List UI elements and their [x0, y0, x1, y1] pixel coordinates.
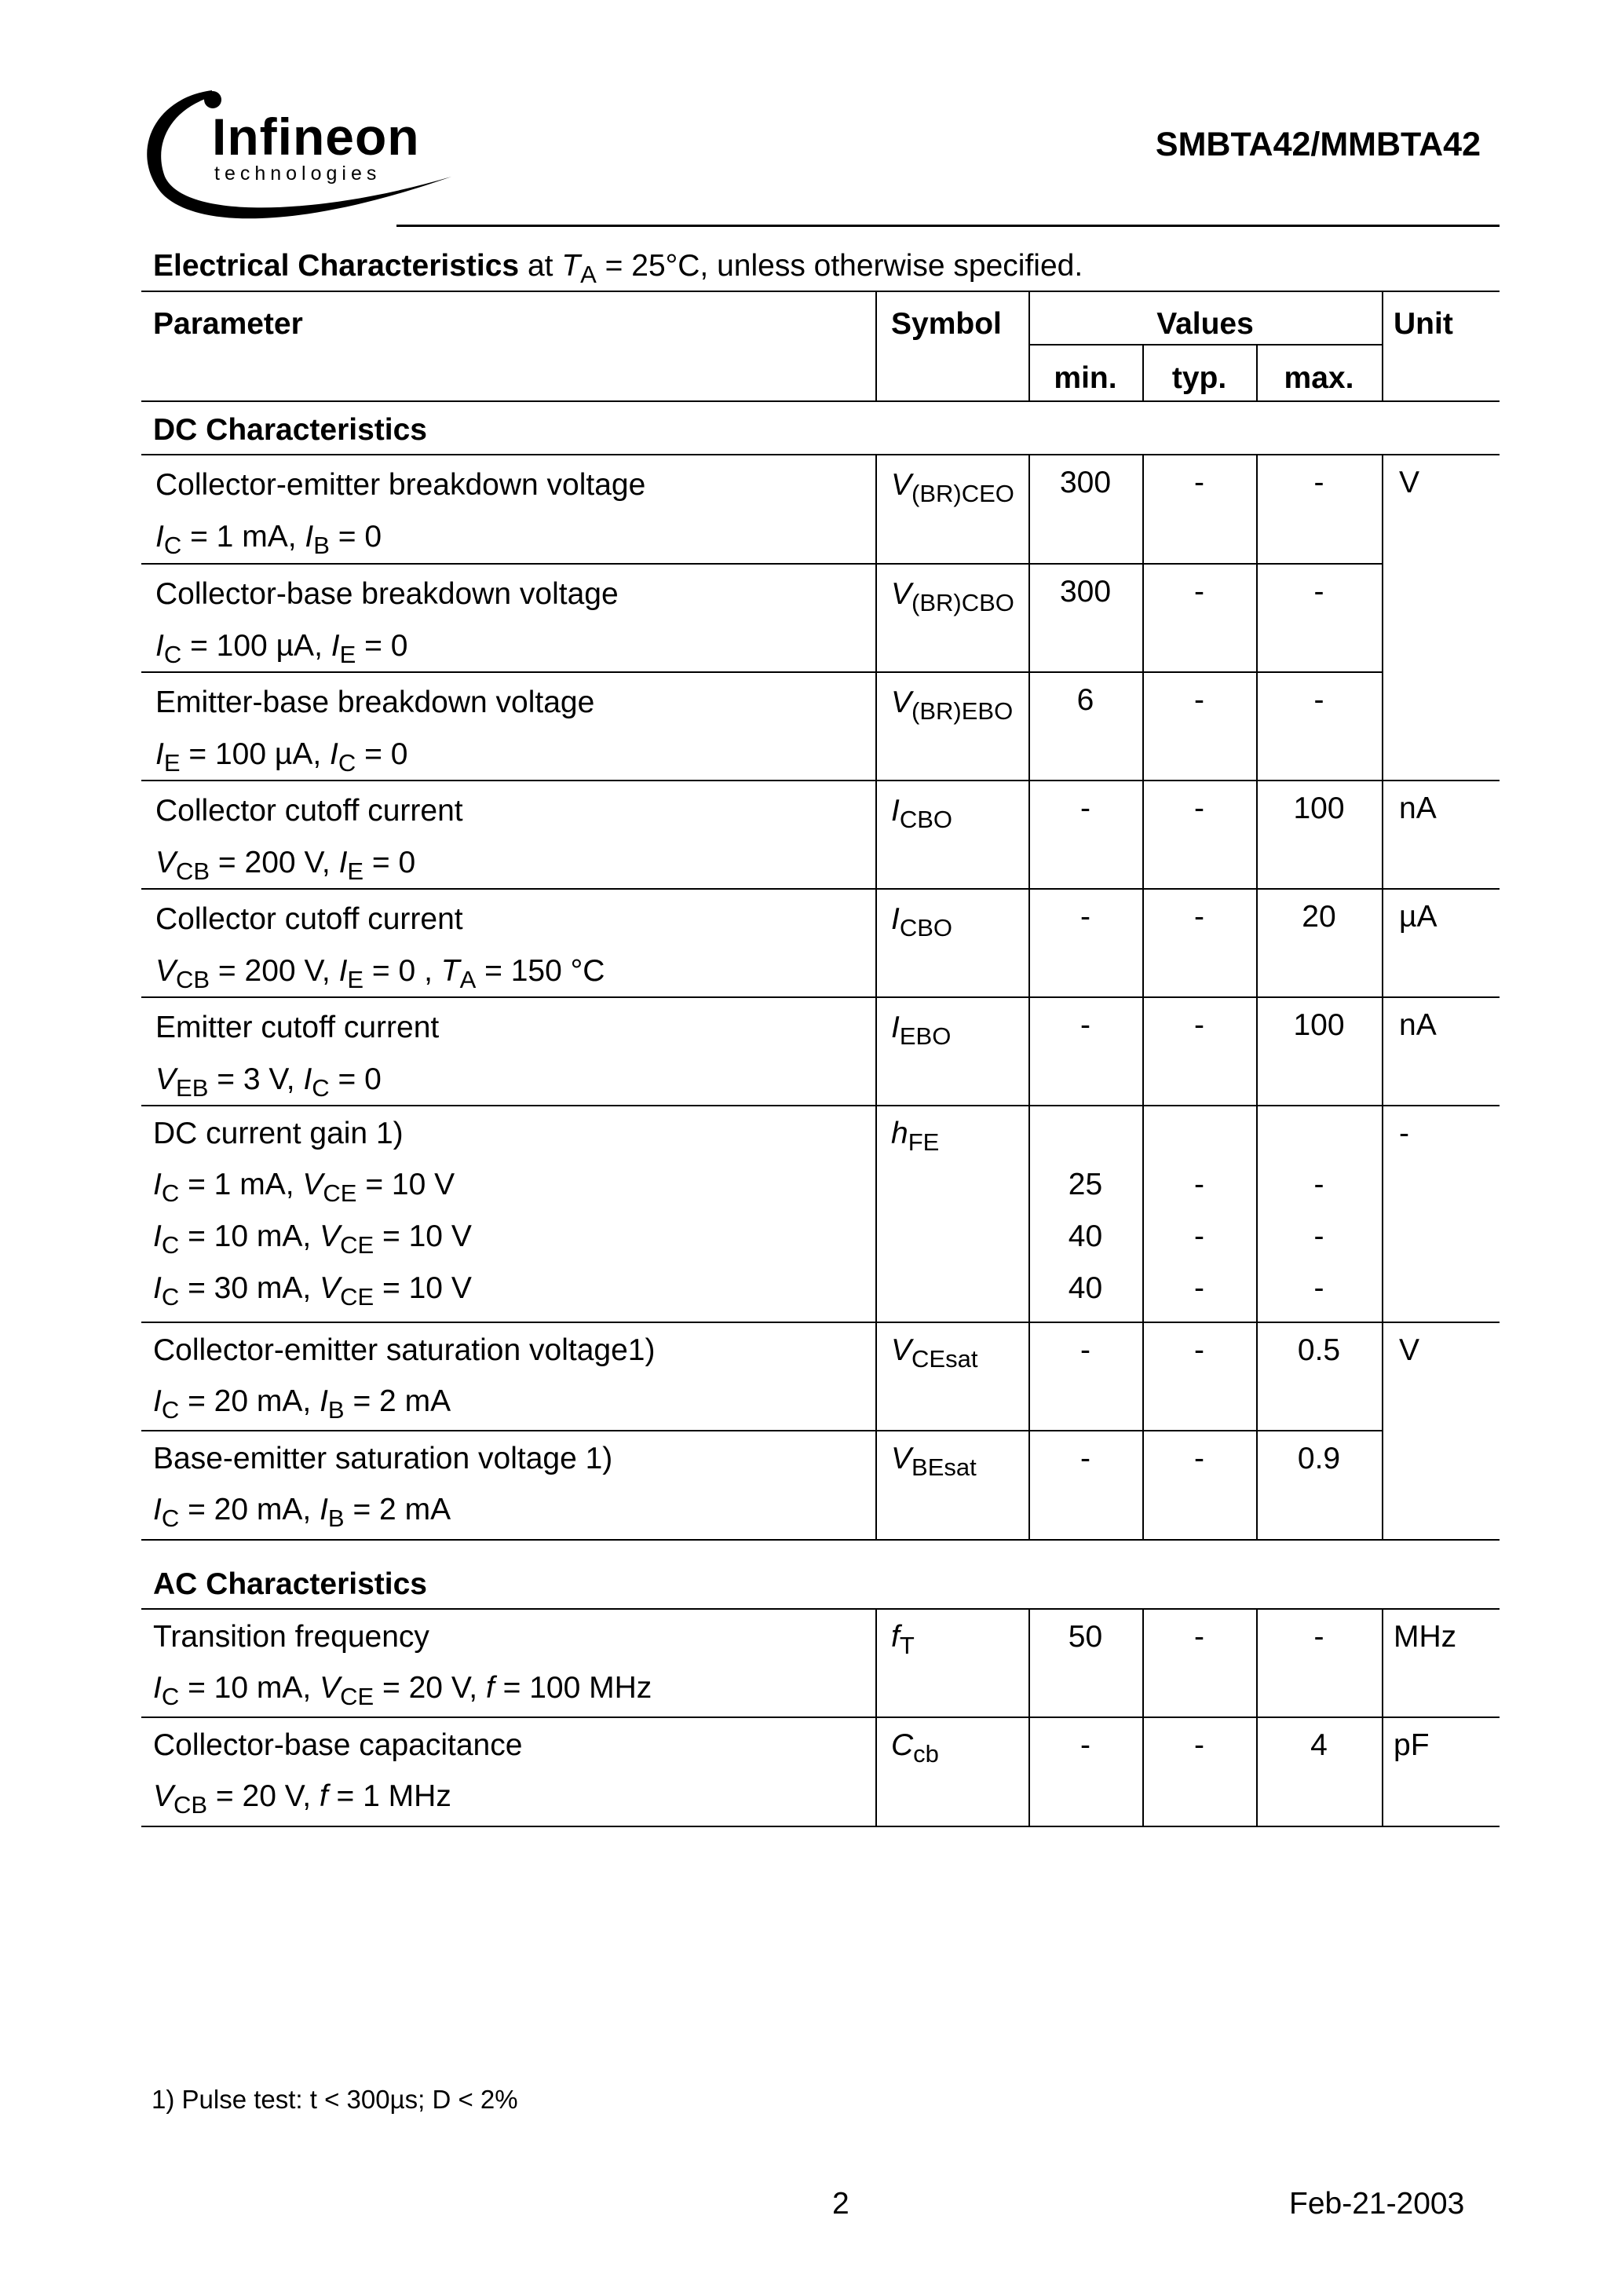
- typ-value: -: [1194, 1620, 1204, 1654]
- typ-value: -: [1194, 1442, 1204, 1475]
- column-divider: [1028, 291, 1030, 400]
- row-divider: [141, 1539, 1500, 1541]
- row-divider: [141, 996, 1500, 998]
- hfe-min: 40: [1068, 1271, 1103, 1305]
- cond-text: = 100 µA,: [180, 737, 331, 771]
- footnote: 1) Pulse test: t < 300µs; D < 2%: [152, 2085, 518, 2114]
- cond-text: = 0: [329, 1062, 382, 1096]
- column-divider: [1142, 454, 1144, 563]
- symbol-sub: FE: [908, 1128, 940, 1156]
- column-divider: [875, 1105, 877, 1322]
- min-value: -: [1080, 1008, 1090, 1042]
- column-divider: [1382, 671, 1383, 780]
- cond-sub: C: [161, 1283, 180, 1311]
- param-label: Emitter-base breakdown voltage: [155, 686, 595, 719]
- column-divider: [1028, 1322, 1030, 1430]
- max-value: 100: [1293, 792, 1345, 825]
- cond-sub: CB: [174, 1791, 208, 1819]
- param-label: Base-emitter saturation voltage 1): [153, 1442, 613, 1475]
- column-divider: [1142, 1608, 1144, 1717]
- cond-var: I: [153, 1671, 162, 1705]
- unit-cell: MHz: [1394, 1620, 1457, 1654]
- hfe-symbol: [891, 1117, 940, 1156]
- typ-value: -: [1194, 1333, 1204, 1367]
- cond-var: V: [302, 1168, 323, 1201]
- logo-wordmark: Infineon: [212, 108, 420, 166]
- symbol-var: C: [891, 1728, 914, 1762]
- cond-sub: E: [347, 966, 364, 993]
- row-divider: [141, 563, 1382, 565]
- hfe-param-label: DC current gain 1): [153, 1117, 404, 1150]
- cond-var: I: [155, 737, 164, 771]
- param-label: Collector-base breakdown voltage: [155, 577, 619, 611]
- header-symbol: Symbol: [891, 307, 1002, 341]
- column-divider: [1028, 996, 1030, 1105]
- row-divider: [141, 1105, 1500, 1106]
- caption-bold: Electrical Characteristics: [153, 249, 520, 283]
- param-conditions: [153, 1384, 451, 1424]
- cond-text: = 0: [363, 846, 416, 879]
- column-divider: [875, 1717, 877, 1826]
- typ-value: -: [1194, 792, 1204, 825]
- cond-sub: B: [327, 1504, 345, 1532]
- cond-var: I: [153, 1384, 162, 1418]
- cond-sub: C: [161, 1179, 180, 1207]
- column-divider: [1256, 1717, 1258, 1826]
- min-value: 50: [1068, 1620, 1103, 1654]
- column-divider: [1382, 291, 1383, 400]
- column-divider: [1382, 780, 1383, 888]
- param-label: Collector cutoff current: [155, 794, 463, 828]
- symbol-cell: [891, 1333, 978, 1373]
- cond-text: = 0: [329, 520, 382, 554]
- cond-var: I: [338, 846, 348, 879]
- hfe-conditions: [153, 1168, 455, 1207]
- hfe-unit: -: [1399, 1117, 1409, 1150]
- cond-sub: E: [339, 641, 356, 668]
- symbol-sub: (BR)CBO: [911, 589, 1014, 616]
- param-conditions: [155, 954, 605, 993]
- header-parameter: Parameter: [153, 307, 303, 341]
- cond-var: I: [320, 1493, 328, 1526]
- symbol-var: h: [891, 1117, 908, 1150]
- cond-var: I: [305, 520, 314, 554]
- column-divider: [1028, 780, 1030, 888]
- unit-cell: V: [1399, 1333, 1420, 1367]
- cond-var: I: [338, 954, 348, 988]
- column-divider: [875, 291, 877, 400]
- cond-var: I: [153, 1168, 162, 1201]
- symbol-var: V: [891, 1333, 912, 1367]
- column-divider: [1256, 563, 1258, 671]
- header-max: max.: [1284, 361, 1354, 395]
- unit-cell: pF: [1394, 1728, 1430, 1762]
- cond-sub: C: [161, 1396, 180, 1424]
- column-divider: [1256, 344, 1258, 400]
- symbol-cell: [891, 902, 953, 941]
- column-divider: [1142, 344, 1144, 400]
- column-divider: [1382, 454, 1383, 563]
- column-divider: [1028, 1608, 1030, 1717]
- symbol-cell: [891, 686, 1014, 725]
- symbol-cell: [891, 468, 1014, 507]
- cond-sub: CB: [176, 857, 210, 885]
- cond-sub: C: [161, 1504, 180, 1532]
- row-divider: [141, 1717, 1500, 1718]
- cond-var: V: [155, 846, 177, 879]
- param-label: Collector-emitter breakdown voltage: [155, 468, 646, 502]
- column-divider: [1256, 454, 1258, 563]
- column-divider: [1142, 671, 1144, 780]
- param-conditions: [155, 520, 382, 559]
- symbol-sub: CEsat: [911, 1345, 978, 1373]
- column-divider: [1142, 1430, 1144, 1539]
- cond-sub: A: [459, 966, 477, 993]
- cond-text: = 0: [356, 629, 408, 663]
- cond-var: I: [153, 1271, 162, 1305]
- param-label: Collector-base capacitance: [153, 1728, 523, 1762]
- column-divider: [1382, 1717, 1383, 1826]
- column-divider: [1256, 671, 1258, 780]
- row-divider: [141, 780, 1500, 781]
- cond-sub: C: [312, 1074, 330, 1102]
- min-value: -: [1080, 1442, 1090, 1475]
- row-divider: [141, 1430, 1382, 1431]
- cond-text: = 10 V: [374, 1271, 472, 1305]
- symbol-var: V: [891, 577, 912, 611]
- max-value: 4: [1310, 1728, 1328, 1762]
- param-conditions: [153, 1671, 652, 1710]
- cond-text: = 20 mA,: [179, 1384, 320, 1418]
- cond-var: V: [320, 1219, 341, 1253]
- header-min: min.: [1054, 361, 1117, 395]
- cond-text: = 30 mA,: [179, 1271, 320, 1305]
- column-divider: [1382, 1608, 1383, 1717]
- logo-tagline: technologies: [214, 163, 382, 185]
- column-divider: [1028, 888, 1030, 996]
- column-divider: [875, 888, 877, 996]
- caption-ta-sub: A: [580, 261, 597, 288]
- cond-var: f: [485, 1671, 495, 1705]
- cond-sub: C: [338, 749, 356, 777]
- column-divider: [1382, 888, 1383, 996]
- min-value: -: [1080, 1728, 1090, 1762]
- unit-cell: V: [1399, 466, 1420, 499]
- column-divider: [1256, 888, 1258, 996]
- table-bottom-rule: [141, 1826, 1500, 1827]
- column-divider: [1142, 1322, 1144, 1430]
- symbol-cell: [891, 1728, 939, 1768]
- min-value: -: [1080, 792, 1090, 825]
- cond-text: = 1 mA,: [181, 520, 305, 554]
- header-bottom-rule: [141, 400, 1500, 402]
- caption-rest: = 25°C, unless otherwise specified.: [596, 249, 1083, 283]
- column-divider: [1142, 1105, 1144, 1322]
- typ-value: -: [1194, 683, 1204, 717]
- hfe-conditions: [153, 1271, 472, 1311]
- cond-var: I: [155, 520, 164, 554]
- column-divider: [1142, 888, 1144, 996]
- cond-sub: B: [327, 1396, 345, 1424]
- param-label: Collector cutoff current: [155, 902, 463, 936]
- hfe-max: -: [1313, 1168, 1324, 1201]
- document-title: SMBTA42/MMBTA42: [1155, 126, 1481, 163]
- table-caption: [153, 249, 1083, 288]
- hfe-conditions: [153, 1219, 472, 1259]
- symbol-sub: CBO: [899, 806, 953, 833]
- column-divider: [1382, 1430, 1383, 1539]
- symbol-cell: [891, 1620, 915, 1659]
- cond-sub: CE: [340, 1683, 374, 1710]
- header-rule: [396, 225, 1500, 227]
- typ-value: -: [1194, 1728, 1204, 1762]
- column-divider: [1028, 1105, 1030, 1322]
- column-divider: [1382, 1322, 1383, 1430]
- symbol-sub: T: [899, 1632, 915, 1659]
- column-divider: [1256, 996, 1258, 1105]
- cond-sub: CE: [323, 1179, 357, 1207]
- column-divider: [1142, 996, 1144, 1105]
- dc-section-rule: [141, 454, 1500, 455]
- column-divider: [1256, 780, 1258, 888]
- hfe-min: 40: [1068, 1219, 1103, 1253]
- column-divider: [1382, 563, 1383, 671]
- max-value: -: [1313, 466, 1324, 499]
- cond-text: = 200 V,: [210, 846, 339, 879]
- max-value: 20: [1302, 900, 1336, 934]
- cond-var: I: [330, 737, 338, 771]
- symbol-var: V: [891, 686, 912, 719]
- cond-text: = 10 V: [374, 1219, 472, 1253]
- column-divider: [1028, 1717, 1030, 1826]
- typ-value: -: [1194, 1008, 1204, 1042]
- column-divider: [875, 671, 877, 780]
- row-divider: [141, 1322, 1500, 1323]
- table-top-rule: [141, 291, 1500, 292]
- cond-sub: EB: [176, 1074, 209, 1102]
- min-value: 6: [1076, 683, 1094, 717]
- typ-value: -: [1194, 900, 1204, 934]
- column-divider: [875, 454, 877, 563]
- symbol-var: V: [891, 468, 912, 502]
- cond-sub: E: [163, 749, 181, 777]
- values-subheader-rule: [1028, 344, 1382, 345]
- cond-text: = 2 mA: [344, 1493, 451, 1526]
- caption-at: at: [519, 249, 562, 283]
- hfe-max: -: [1313, 1271, 1324, 1305]
- column-divider: [1256, 1608, 1258, 1717]
- min-value: -: [1080, 1333, 1090, 1367]
- column-divider: [1256, 1105, 1258, 1322]
- header-unit: Unit: [1394, 307, 1453, 341]
- column-divider: [1142, 563, 1144, 671]
- symbol-var: I: [891, 794, 900, 828]
- caption-ta: T: [561, 249, 581, 283]
- ac-section-title: AC Characteristics: [153, 1567, 427, 1601]
- cond-text: = 1 MHz: [327, 1779, 451, 1813]
- column-divider: [1256, 1430, 1258, 1539]
- column-divider: [875, 1608, 877, 1717]
- cond-text: = 10 V: [356, 1168, 455, 1201]
- row-divider: [141, 888, 1500, 890]
- column-divider: [875, 780, 877, 888]
- min-value: 300: [1059, 466, 1112, 499]
- symbol-var: V: [891, 1442, 912, 1475]
- cond-sub: C: [161, 1683, 180, 1710]
- cond-var: V: [320, 1671, 341, 1705]
- infineon-logo: [137, 82, 467, 232]
- cond-var: I: [320, 1384, 328, 1418]
- column-divider: [875, 1322, 877, 1430]
- cond-var: V: [155, 954, 177, 988]
- min-value: 300: [1059, 575, 1112, 609]
- cond-text: = 150 °C: [476, 954, 605, 988]
- header-values: Values: [1156, 307, 1254, 341]
- symbol-cell: [891, 1442, 977, 1481]
- unit-cell: µA: [1399, 900, 1438, 934]
- cond-var: f: [319, 1779, 328, 1813]
- param-conditions: [153, 1493, 451, 1532]
- param-conditions: [155, 846, 416, 885]
- cond-text: = 20 mA,: [179, 1493, 320, 1526]
- cond-sub: C: [161, 1231, 180, 1259]
- max-value: -: [1313, 683, 1324, 717]
- cond-sub: CB: [176, 966, 210, 993]
- hfe-min: 25: [1068, 1168, 1103, 1201]
- cond-var: I: [331, 629, 340, 663]
- symbol-var: f: [891, 1620, 900, 1654]
- symbol-sub: CBO: [899, 914, 953, 941]
- column-divider: [1142, 1717, 1144, 1826]
- symbol-sub: cb: [913, 1740, 939, 1768]
- column-divider: [1256, 1322, 1258, 1430]
- cond-text: = 0: [356, 737, 408, 771]
- hfe-typ: -: [1194, 1271, 1204, 1305]
- column-divider: [1382, 996, 1383, 1105]
- max-value: -: [1313, 1620, 1324, 1654]
- column-divider: [1028, 563, 1030, 671]
- max-value: 0.5: [1297, 1333, 1341, 1367]
- cond-sub: C: [163, 641, 182, 668]
- cond-text: = 20 V,: [374, 1671, 486, 1705]
- param-label: Collector-emitter saturation voltage1): [153, 1333, 656, 1367]
- min-value: -: [1080, 900, 1090, 934]
- cond-sub: CE: [340, 1231, 374, 1259]
- column-divider: [1028, 671, 1030, 780]
- param-label: Transition frequency: [153, 1620, 429, 1654]
- cond-var: V: [153, 1779, 174, 1813]
- symbol-sub: BEsat: [911, 1453, 977, 1481]
- symbol-cell: [891, 577, 1014, 616]
- symbol-sub: (BR)EBO: [911, 697, 1014, 725]
- page-number: 2: [832, 2187, 849, 2221]
- cond-text: = 200 V,: [210, 954, 339, 988]
- typ-value: -: [1194, 575, 1204, 609]
- cond-sub: CE: [340, 1283, 374, 1311]
- cond-sub: B: [313, 532, 330, 559]
- column-divider: [1142, 780, 1144, 888]
- symbol-sub: (BR)CEO: [911, 480, 1014, 507]
- cond-text: = 100 MHz: [494, 1671, 652, 1705]
- symbol-sub: EBO: [899, 1022, 952, 1050]
- cond-text: = 2 mA: [344, 1384, 451, 1418]
- hfe-typ: -: [1194, 1168, 1204, 1201]
- cond-text: = 10 mA,: [179, 1671, 320, 1705]
- unit-cell: nA: [1399, 1008, 1437, 1042]
- column-divider: [1028, 454, 1030, 563]
- cond-text: = 3 V,: [208, 1062, 304, 1096]
- param-conditions: [153, 1779, 451, 1819]
- ac-section-rule: [141, 1608, 1500, 1610]
- param-conditions: [155, 737, 408, 777]
- column-divider: [1028, 1430, 1030, 1539]
- header-typ: typ.: [1171, 361, 1227, 395]
- max-value: 0.9: [1297, 1442, 1341, 1475]
- electrical-characteristics-table: [141, 291, 1500, 1830]
- cond-var: I: [153, 1493, 162, 1526]
- row-divider: [141, 671, 1382, 673]
- document-date: Feb-21-2003: [1289, 2187, 1465, 2221]
- cond-text: = 100 µA,: [181, 629, 331, 663]
- cond-sub: C: [163, 532, 182, 559]
- cond-sub: E: [347, 857, 364, 885]
- column-divider: [1382, 1105, 1383, 1322]
- cond-text: = 20 V,: [207, 1779, 320, 1813]
- symbol-var: I: [891, 902, 900, 936]
- cond-text: = 0 ,: [363, 954, 441, 988]
- unit-cell: nA: [1399, 792, 1437, 825]
- symbol-cell: [891, 794, 953, 833]
- symbol-cell: [891, 1011, 952, 1050]
- cond-var: T: [440, 954, 460, 988]
- param-conditions: [155, 1062, 382, 1102]
- param-label: Emitter cutoff current: [155, 1011, 440, 1044]
- hfe-typ: -: [1194, 1219, 1204, 1253]
- symbol-var: I: [891, 1011, 900, 1044]
- typ-value: -: [1194, 466, 1204, 499]
- column-divider: [875, 996, 877, 1105]
- cond-text: = 1 mA,: [179, 1168, 303, 1201]
- cond-var: V: [320, 1271, 341, 1305]
- cond-text: = 10 mA,: [179, 1219, 320, 1253]
- cond-var: I: [155, 629, 164, 663]
- max-value: 100: [1293, 1008, 1345, 1042]
- column-divider: [875, 563, 877, 671]
- column-divider: [875, 1430, 877, 1539]
- hfe-max: -: [1313, 1219, 1324, 1253]
- cond-var: I: [153, 1219, 162, 1253]
- dc-section-title: DC Characteristics: [153, 413, 427, 447]
- param-conditions: [155, 629, 408, 668]
- cond-var: I: [303, 1062, 312, 1096]
- max-value: -: [1313, 575, 1324, 609]
- cond-var: V: [155, 1062, 177, 1096]
